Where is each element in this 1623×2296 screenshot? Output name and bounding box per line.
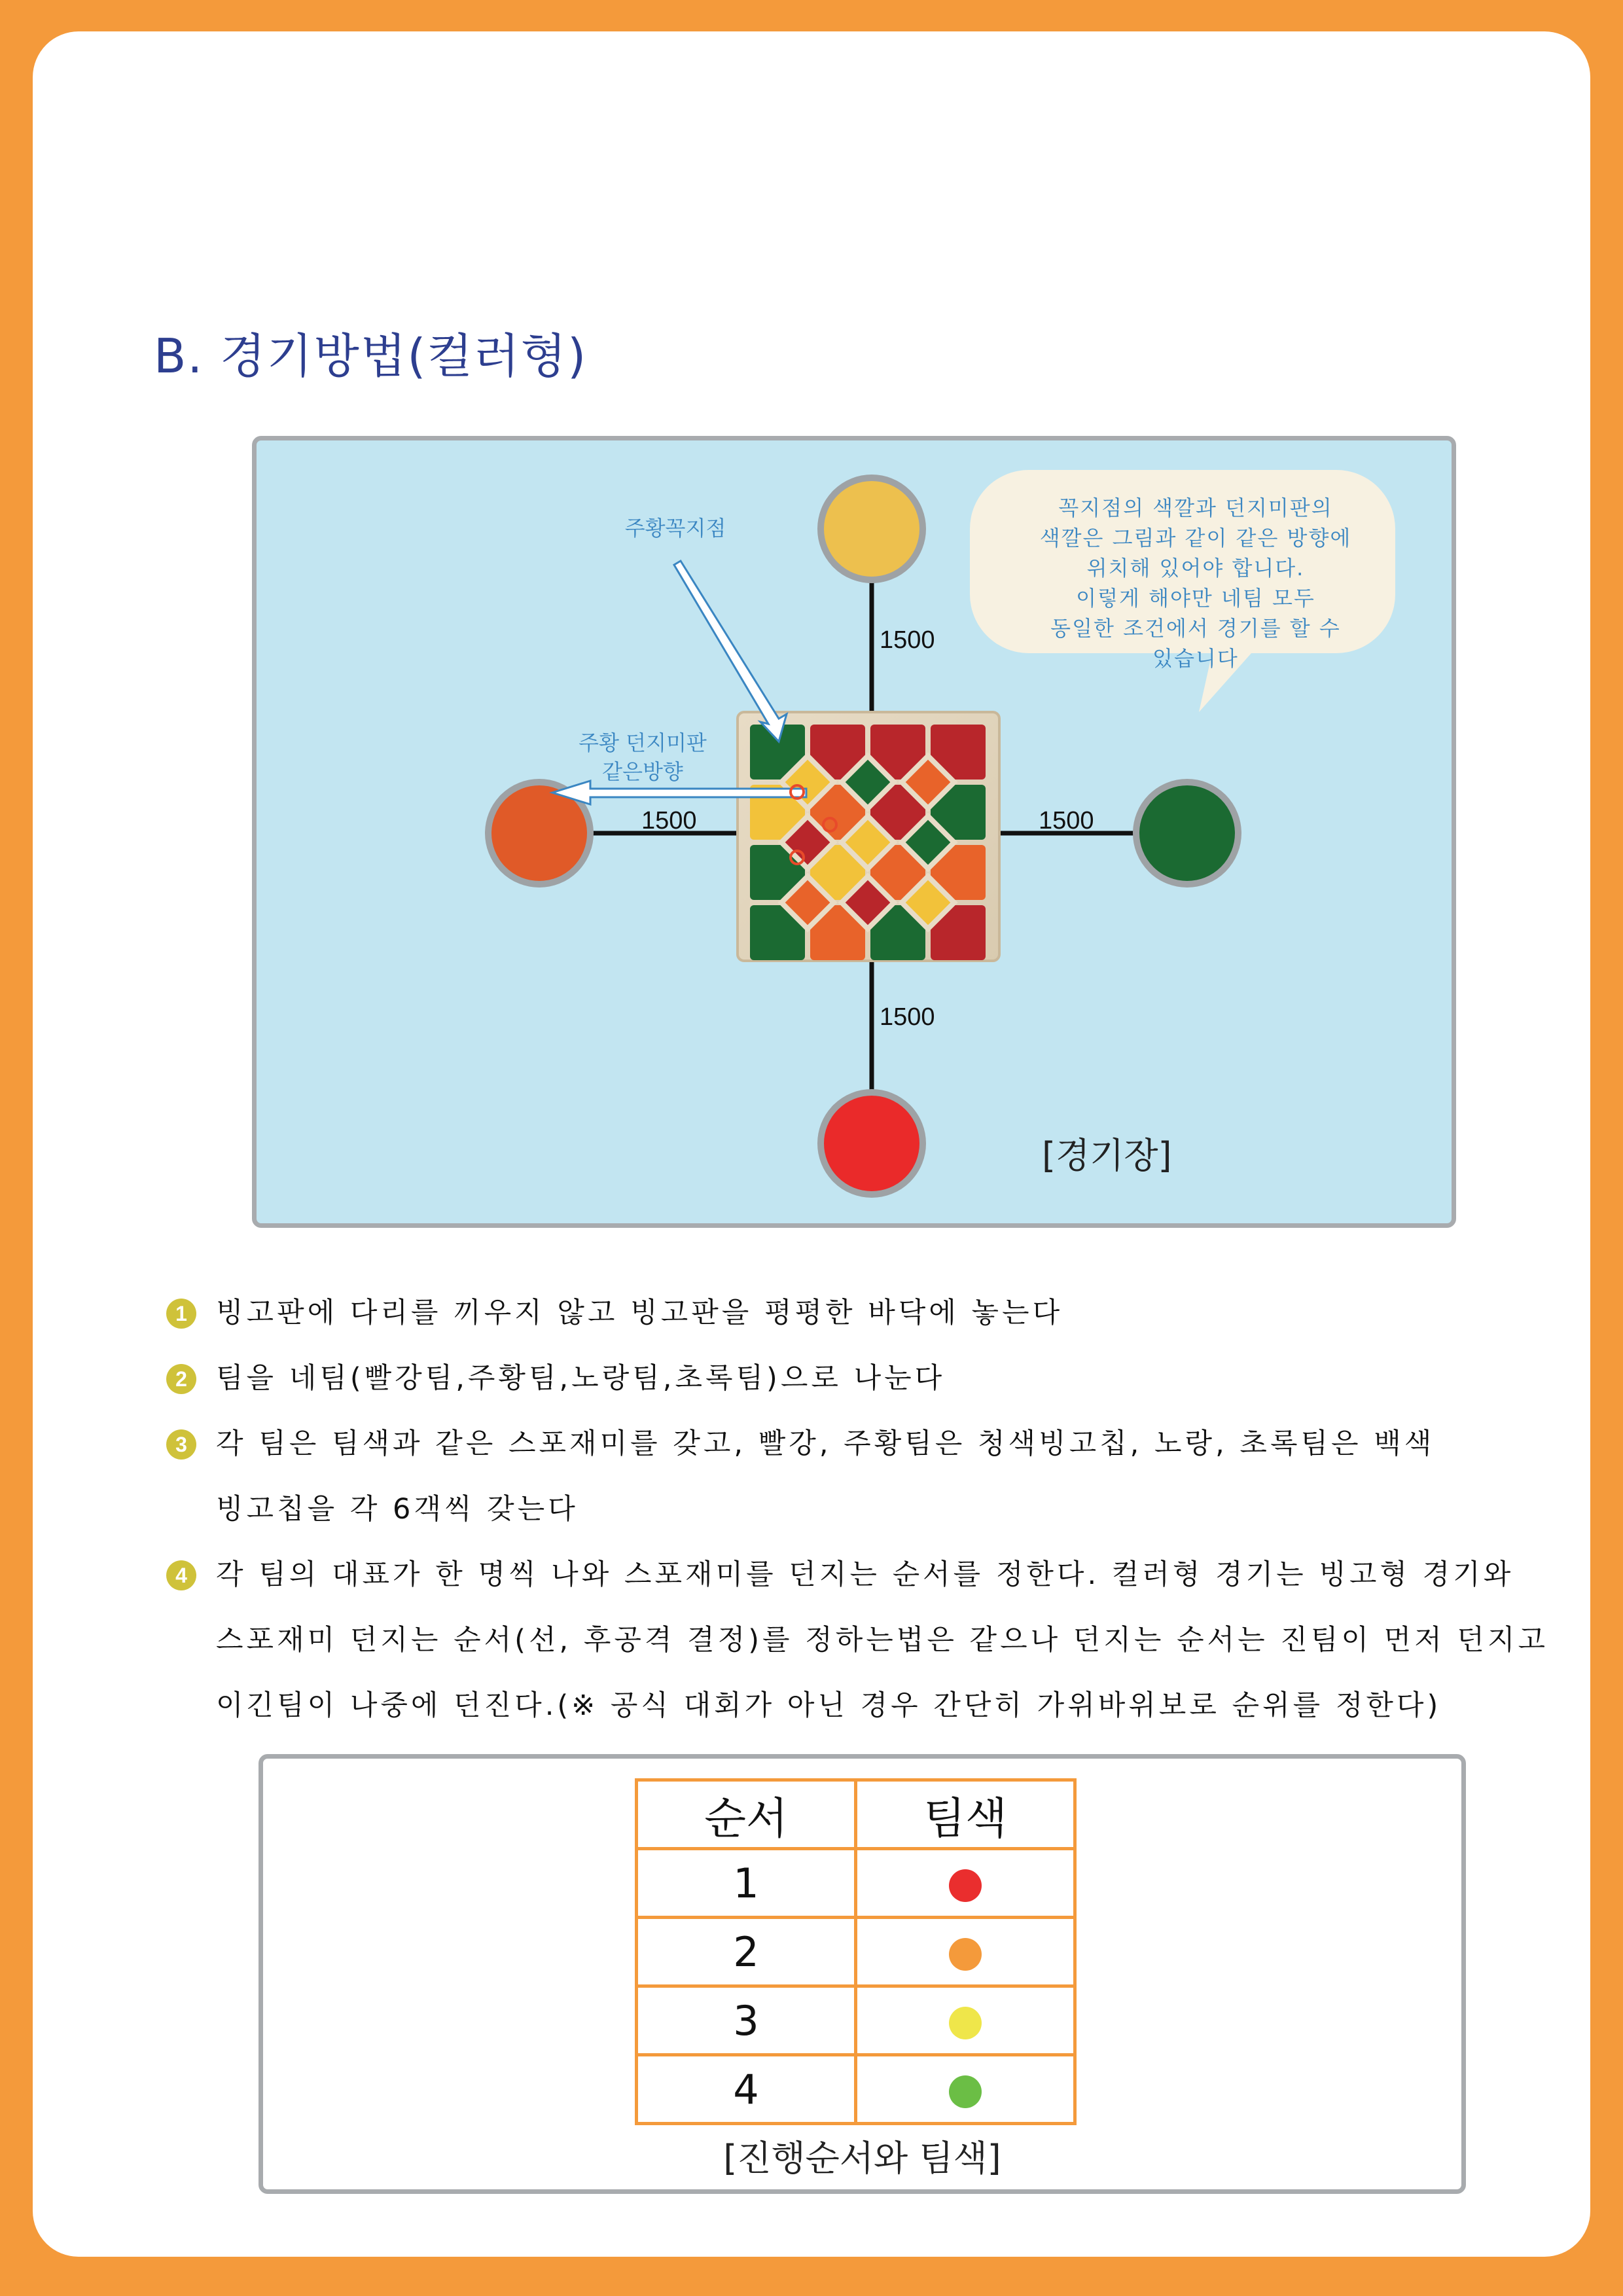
team-color-cell — [856, 1918, 1075, 1986]
distance-top: 1500 — [880, 626, 935, 654]
rule-text: 각 팀은 팀색과 같은 스포재미를 갖고, 빨강, 주황팀은 청색빙고칩, 노랑, 초록팀은 백색 — [216, 1427, 1435, 1460]
team-color-dot — [949, 2007, 982, 2039]
rule-text: 이긴팀이 나중에 던진다.(※ 공식 대회가 아닌 경우 간단히 가위바위보로 순위를 정한다) — [216, 1689, 1442, 1722]
distance-right: 1500 — [1039, 807, 1094, 834]
table-row — [637, 1918, 1075, 1986]
corner-pointer-arrow — [674, 561, 787, 742]
order-table — [635, 1778, 1077, 2125]
rule-text: 팀을 네팀(빨강팀,주황팀,노랑팀,초록팀)으로 나눈다 — [216, 1362, 946, 1395]
table-row — [637, 1849, 1075, 1918]
rule-text: 빙고칩을 각 6객씩 갖는다 — [216, 1493, 579, 1526]
field-diagram — [252, 436, 1456, 1228]
order-number: 4 — [637, 2055, 856, 2124]
rule-number-badge: 1 — [166, 1299, 196, 1329]
rule-number-badge: 2 — [166, 1364, 196, 1394]
team-circle-right — [1136, 782, 1238, 884]
order-table-caption: [진행순서와 팀색] — [723, 2138, 1001, 2179]
rule-item — [164, 1346, 1603, 1411]
section-title: B. 경기방법(컬러형) — [154, 329, 588, 384]
speech-bubble-text: 꼭지점의 색깔과 던지미판의 색깔은 그림과 같이 같은 방향에 위치해 있어야 합니다. 이렇게 해야만 네팀 모두 동일한 조건에서 경기를 할 수 있습니다 — [1039, 495, 1352, 671]
rules-list — [164, 1280, 1603, 1738]
order-header: 순서 — [637, 1780, 856, 1849]
bingo-board — [738, 712, 999, 961]
distance-left: 1500 — [641, 807, 697, 834]
rule-number-badge: 4 — [166, 1560, 196, 1590]
table-row — [637, 2055, 1075, 2124]
distance-bottom: 1500 — [880, 1003, 935, 1031]
rule-number-badge: 3 — [166, 1429, 196, 1460]
team-color-cell — [856, 1849, 1075, 1918]
team-color-dot — [949, 1938, 982, 1971]
order-number: 2 — [637, 1918, 856, 1986]
direction-label: 주황 던지미판 같은방향 — [579, 730, 707, 784]
field-caption: [경기장] — [1042, 1135, 1172, 1176]
team-color-header: 팀색 — [856, 1780, 1075, 1849]
rule-item — [164, 1542, 1603, 1738]
rule-item — [164, 1411, 1603, 1542]
team-circle-bottom — [821, 1092, 923, 1194]
page — [33, 31, 1590, 2257]
order-number: 3 — [637, 1986, 856, 2055]
rule-text: 각 팀의 대표가 한 명씩 나와 스포재미를 던지는 순서를 정한다. 컬러형 경기는 빙고형 경기와 — [216, 1558, 1514, 1591]
order-table-box — [259, 1754, 1466, 2194]
team-color-cell — [856, 1986, 1075, 2055]
team-color-dot — [949, 2075, 982, 2108]
rule-text: 스포재미 던지는 순서(선, 후공격 결정)를 정하는법은 같으나 던지는 순서는 진팀이 먼저 던지고 — [216, 1624, 1549, 1657]
order-number: 1 — [637, 1849, 856, 1918]
table-row — [637, 1986, 1075, 2055]
orange-team-circle-top — [821, 478, 923, 580]
team-color-cell — [856, 2055, 1075, 2124]
rule-item — [164, 1280, 1603, 1346]
team-color-dot — [949, 1869, 982, 1902]
corner-label: 주황꼭지점 — [624, 516, 726, 541]
rule-text: 빙고판에 다리를 끼우지 않고 빙고판을 평평한 바닥에 놓는다 — [216, 1297, 1063, 1329]
